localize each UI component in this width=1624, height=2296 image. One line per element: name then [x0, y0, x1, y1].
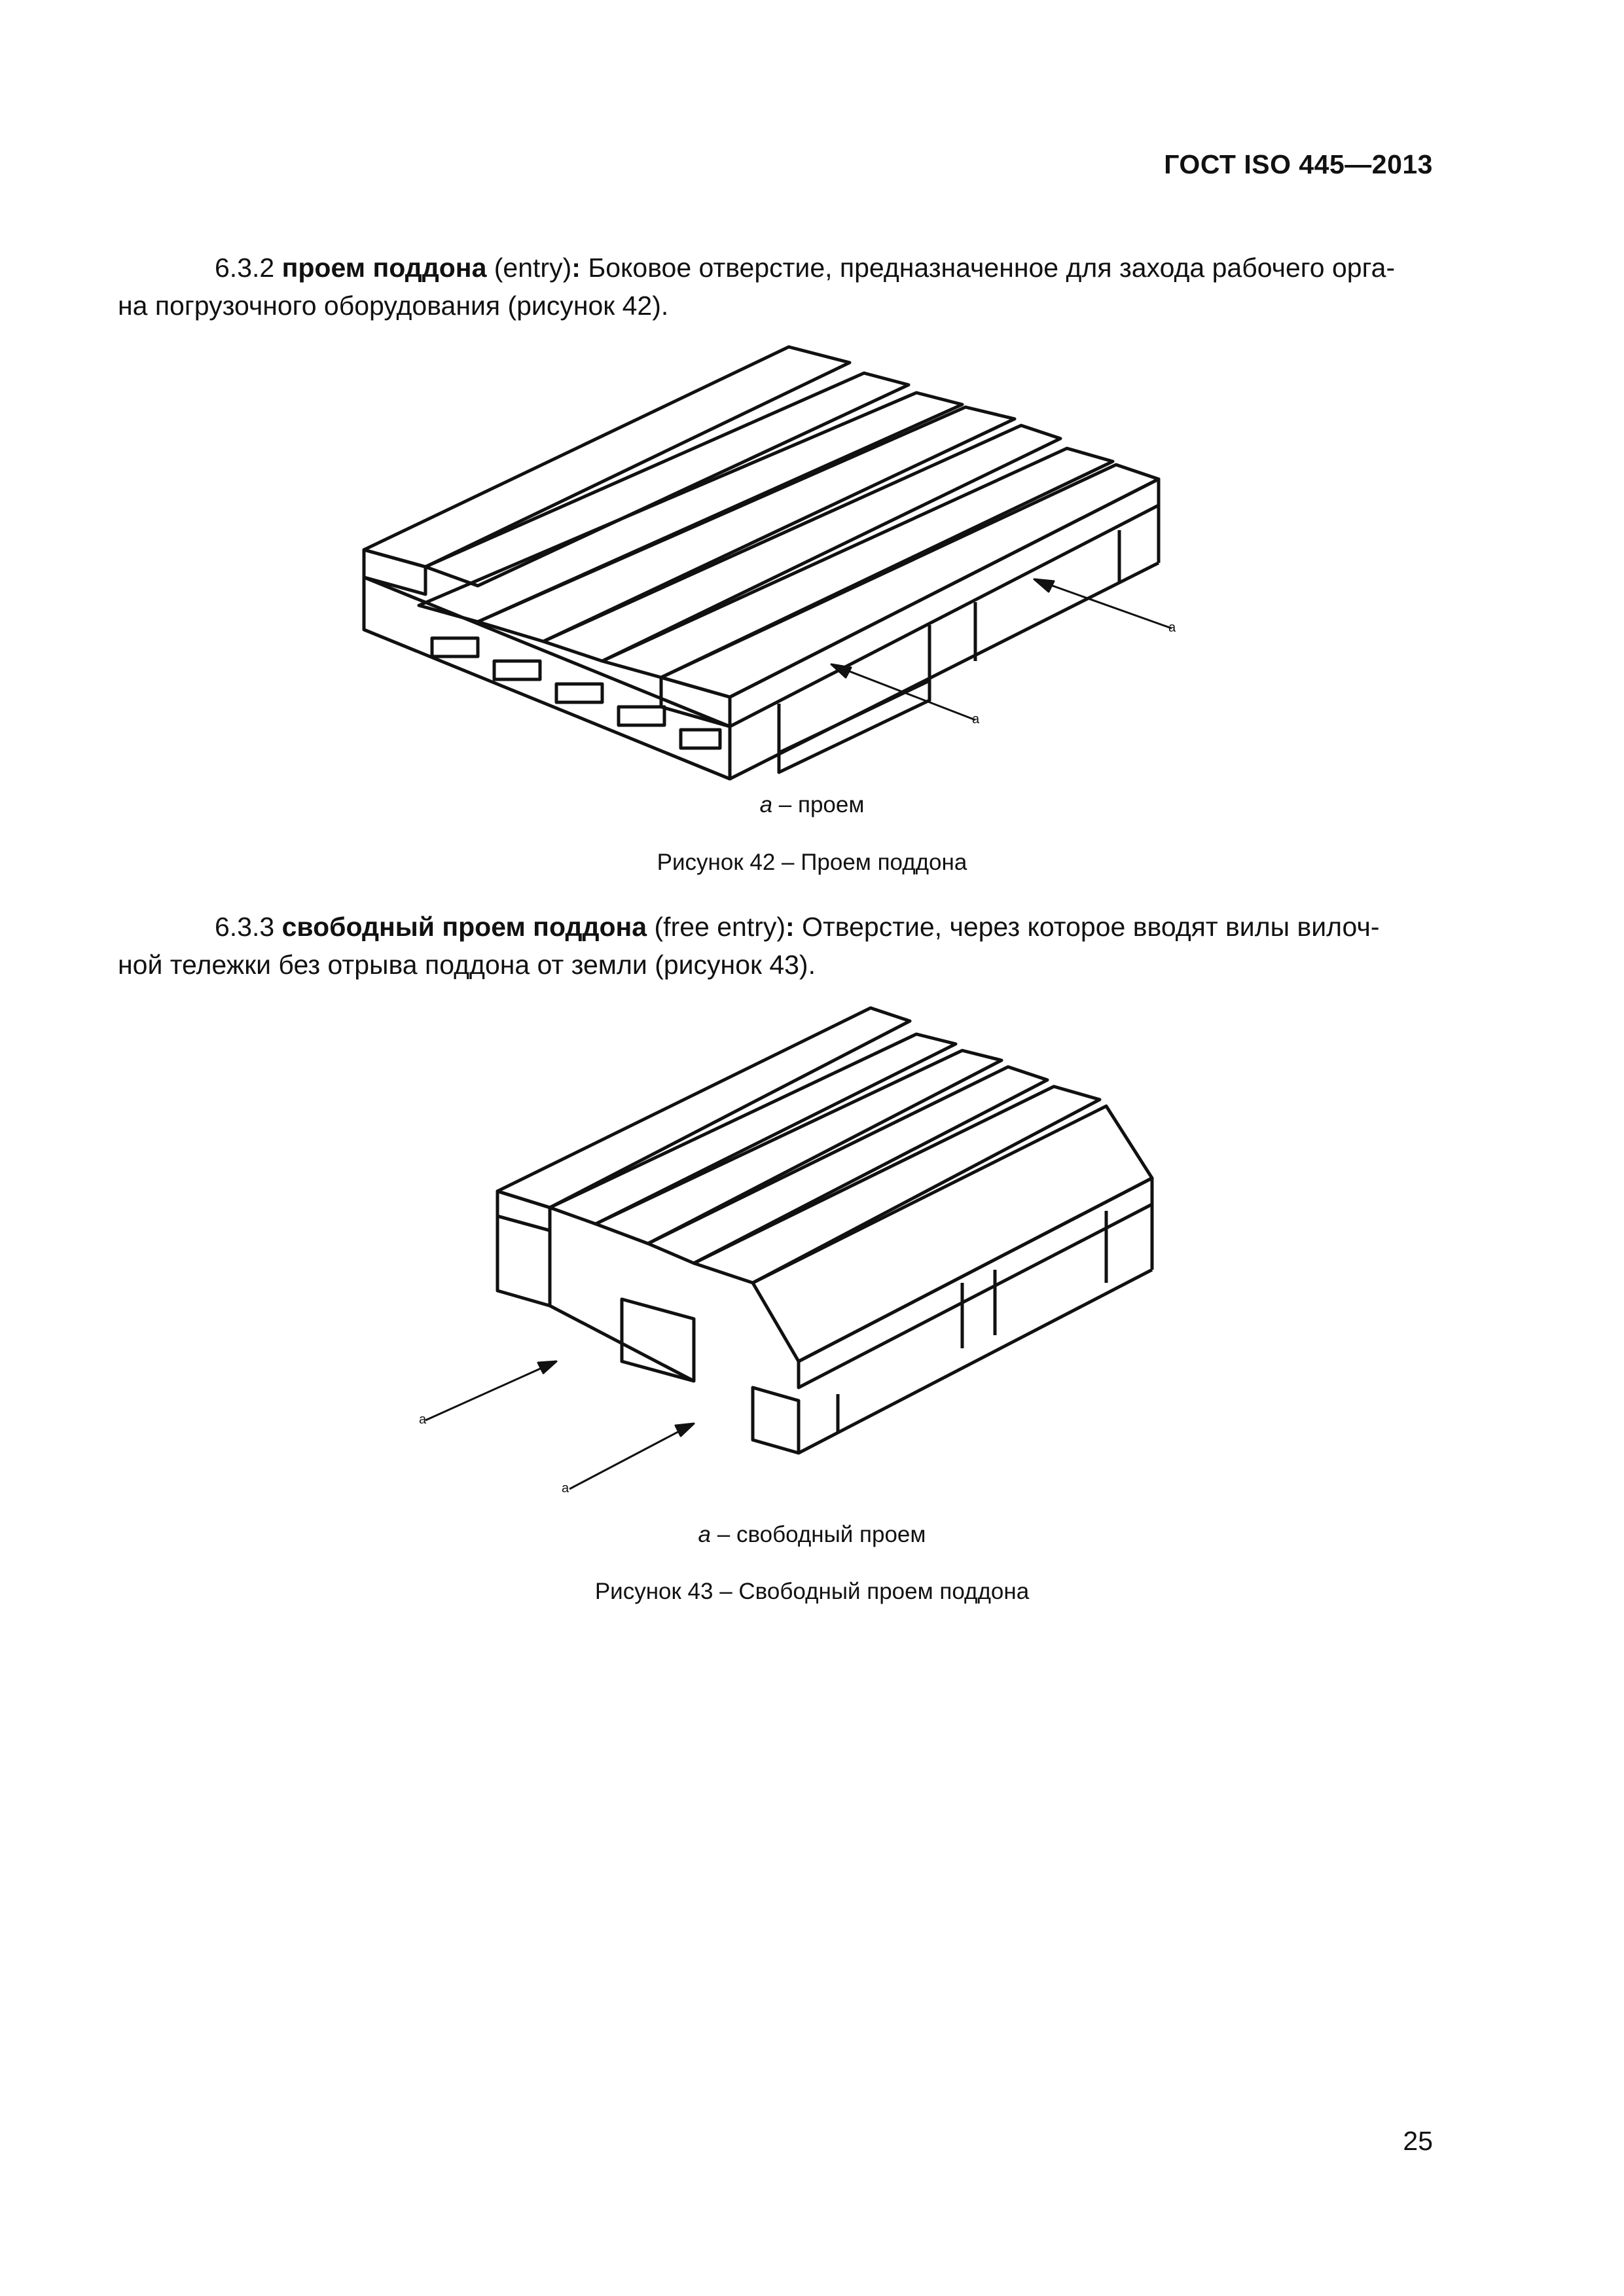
arrow-label-2: a [1168, 620, 1176, 635]
arrow-label-2: a [562, 1481, 569, 1496]
free-entry-arrows [425, 1361, 694, 1489]
legend-text: – проем [778, 792, 865, 817]
section-6-3-2-continuation [118, 287, 1433, 325]
term-colon: : [571, 253, 581, 283]
section-number: 6.3.3 [215, 912, 275, 942]
term-free-entry: свободный проем поддона [281, 912, 647, 942]
document-header: ГОСТ ISO 445—2013 [1164, 149, 1433, 179]
term-english: (free entry) [654, 912, 786, 942]
figure-43-legend [0, 1522, 1624, 1548]
figure-42-caption: Рисунок 42 – Проем поддона [657, 850, 967, 875]
section-6-3-3-continuation [118, 946, 1433, 984]
deck-boards [364, 347, 1159, 726]
section-number: 6.3.2 [215, 253, 275, 283]
stringers [364, 505, 1159, 779]
definition-line-2: на погрузочного оборудования (рисунок 42). [118, 291, 669, 321]
figure-43-caption: Рисунок 43 – Свободный проем поддона [594, 1579, 1030, 1604]
page-number: 25 [1403, 2126, 1433, 2156]
legend-letter: а [759, 792, 773, 817]
term-colon: : [785, 912, 795, 942]
definition-line-1: Боковое отверстие, предназначенное для захода рабочего орга- [588, 253, 1396, 283]
section-6-3-3-paragraph [118, 908, 1433, 946]
definition-line-2: ной тележки без отрыва поддона от земли (рисунок 43). [118, 950, 816, 980]
section-6-3-2-paragraph [118, 249, 1433, 287]
figure-43-pallet-free-entry [0, 995, 1624, 1496]
arrow-label-1: a [972, 712, 980, 726]
legend-letter: а [698, 1522, 712, 1547]
definition-line-1: Отверстие, через которое вводят вилы вилоч- [802, 912, 1380, 942]
stringers-and-blocks [497, 1204, 1152, 1453]
figure-42-pallet-entry [0, 334, 1624, 792]
bottom-blocks [432, 638, 720, 748]
figure-42-legend [0, 792, 1624, 818]
legend-text: – свободный проем [717, 1522, 926, 1547]
arrow-label-1: a [419, 1412, 427, 1427]
term-english: (entry) [494, 253, 572, 283]
term-entry: проем поддона [281, 253, 487, 283]
